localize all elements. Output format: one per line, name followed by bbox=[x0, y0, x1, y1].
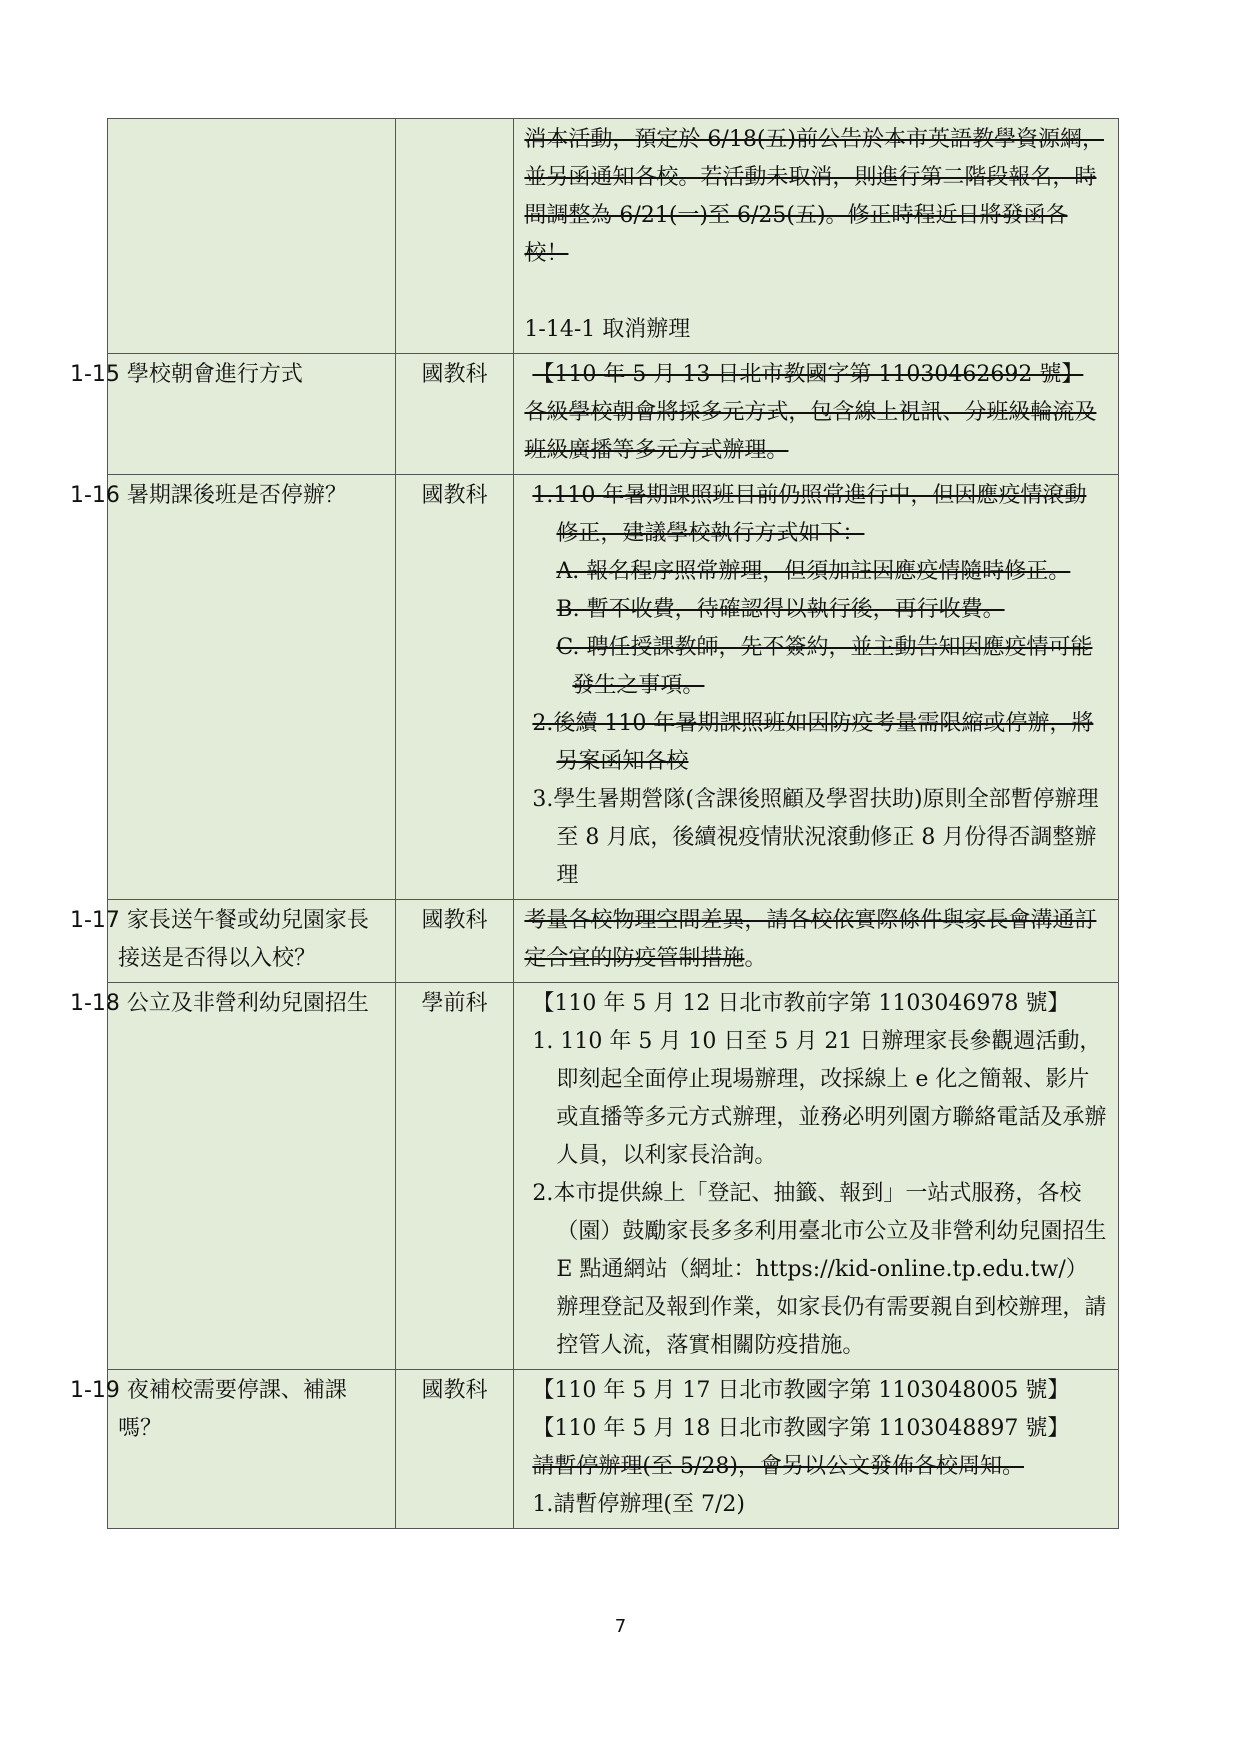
answer-line: 3.學生暑期營隊(含課後照顧及學習扶助)原則全部暫停辦理至 8 月底，後續視疫情狀況滾動修正 8 月份得否調整辦理 bbox=[532, 787, 1099, 888]
qa-table bbox=[70, 118, 1119, 1529]
answer-line: 【110 年 5 月 12 日北市教前字第 1103046978 號】 bbox=[532, 991, 1070, 1016]
answer-cell bbox=[514, 475, 1119, 900]
answer-line-struck: C. 聘任授課教師，先不簽約，並主動告知因應疫情可能發生之事項。 bbox=[556, 635, 1093, 698]
answer-line-struck: 2.後續 110 年暑期課照班如因防疫考量需限縮或停辦，將另案函知各校 bbox=[532, 711, 1094, 774]
answer-line: 2.本市提供線上「登記、抽籤、報到」一站式服務，各校（園）鼓勵家長多多利用臺北市公立及非營利幼兒園招生 E 點通網站（網址：https://kid-online.tp.edu.tw/）辦理登記及報到作業，如家長仍有需要親自到校辦理，請控管人流，落實相關防疫措施。 bbox=[532, 1181, 1107, 1358]
answer-line: 1. 110 年 5 月 10 日至 5 月 21 日辦理家長參觀週活動，即刻起全面停止現場辦理，改採線上 e 化之簡報、影片或直播等多元方式辦理，並務必明列園方聯絡電話及承辦人員，以利家長洽詢。 bbox=[532, 1029, 1107, 1168]
answer-line: 1-14-1 取消辦理 bbox=[524, 317, 691, 342]
question-cell: 1-15 學校朝會進行方式 bbox=[108, 354, 396, 475]
answer-line-struck: 消本活動，預定於 6/18(五)前公告於本市英語教學資源網，並另函通知各校。若活動未取消，則進行第二階段報名，時間調整為 6/21(一)至 6/25(五)。修正時程近日將發函各校！ bbox=[524, 127, 1104, 266]
question-cell bbox=[108, 119, 396, 354]
table-row bbox=[108, 900, 1119, 983]
unit-cell bbox=[395, 119, 514, 354]
answer-line-struck: 請暫停辦理(至 5/28)，會另以公文發佈各校周知。 bbox=[532, 1454, 1024, 1479]
page-number: 7 bbox=[614, 1616, 627, 1637]
unit-cell: 國教科 bbox=[395, 475, 514, 900]
table-row bbox=[108, 983, 1119, 1370]
answer-line: 【110 年 5 月 18 日北市教國字第 1103048897 號】 bbox=[532, 1416, 1070, 1441]
answer-line-struck: 考量各校物理空間差異，請各校依實際條件與家長會溝通訂定合宜的防疫管制措施 bbox=[524, 908, 1097, 971]
table-row bbox=[108, 475, 1119, 900]
answer-cell bbox=[514, 354, 1119, 475]
answer-line-struck: A. 報名程序照常辦理，但須加註因應疫情隨時修正。 bbox=[556, 559, 1071, 584]
answer-line-tail: 。 bbox=[744, 946, 767, 971]
answer-cell bbox=[514, 983, 1119, 1370]
answer-line-struck: 【110 年 5 月 13 日北市教國字第 11030462692 號】 bbox=[532, 362, 1084, 387]
table-row bbox=[108, 1370, 1119, 1529]
question-cell: 1-16 暑期課後班是否停辦？ bbox=[108, 475, 396, 900]
answer-line-struck: 1.110 年暑期課照班目前仍照常進行中，但因應疫情滾動修正，建議學校執行方式如下： bbox=[532, 483, 1087, 546]
answer-line-struck: 各級學校朝會將採多元方式，包含線上視訊、分班級輪流及班級廣播等多元方式辦理。 bbox=[524, 400, 1097, 463]
table-row bbox=[108, 354, 1119, 475]
question-cell: 1-18 公立及非營利幼兒園招生 bbox=[108, 983, 396, 1370]
question-cell: 1-17 家長送午餐或幼兒園家長接送是否得以入校？ bbox=[108, 900, 396, 983]
question-cell: 1-19 夜補校需要停課、補課嗎？ bbox=[108, 1370, 396, 1529]
unit-cell: 國教科 bbox=[395, 354, 514, 475]
table-row bbox=[108, 119, 1119, 354]
answer-line bbox=[524, 902, 1108, 978]
unit-cell: 國教科 bbox=[395, 1370, 514, 1529]
answer-cell bbox=[514, 900, 1119, 983]
unit-cell: 國教科 bbox=[395, 900, 514, 983]
answer-cell bbox=[514, 1370, 1119, 1529]
answer-cell bbox=[514, 119, 1119, 354]
answer-line: 【110 年 5 月 17 日北市教國字第 1103048005 號】 bbox=[532, 1378, 1070, 1403]
unit-cell: 學前科 bbox=[395, 983, 514, 1370]
answer-line: 1.請暫停辦理(至 7/2) bbox=[532, 1492, 745, 1517]
answer-line-struck: B. 暫不收費，待確認得以執行後，再行收費。 bbox=[556, 597, 1005, 622]
